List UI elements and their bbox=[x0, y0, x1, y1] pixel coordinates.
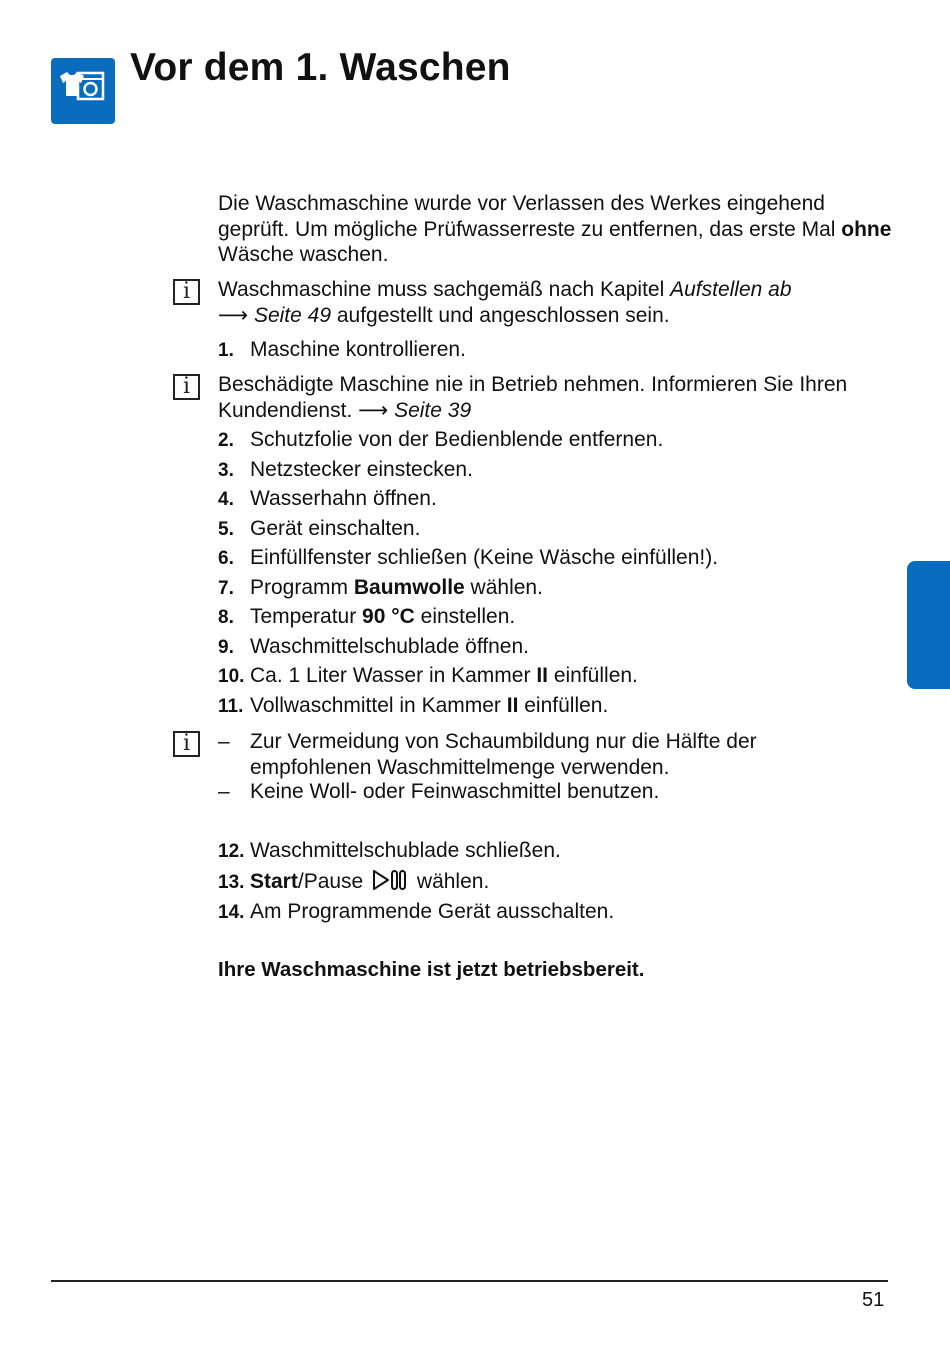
footer-divider bbox=[51, 1280, 888, 1282]
page-title: Vor dem 1. Waschen bbox=[130, 46, 511, 89]
step-text: /Pause bbox=[297, 870, 370, 893]
list-item bbox=[218, 486, 888, 513]
chapter-tab bbox=[907, 561, 950, 689]
intro-paragraph bbox=[218, 191, 898, 268]
arrow-icon: ⟶ bbox=[358, 398, 389, 422]
note-text: Keine Woll- oder Feinwaschmittel benutzen. bbox=[250, 780, 660, 803]
list-item bbox=[218, 516, 888, 543]
ready-statement: Ihre Waschmaschine ist jetzt betriebsbereit. bbox=[218, 958, 645, 981]
note-text-end: aufgestellt und angeschlossen sein. bbox=[331, 303, 670, 327]
step-number: 5. bbox=[218, 519, 234, 540]
play-pause-icon bbox=[371, 869, 409, 898]
list-item bbox=[218, 427, 888, 454]
step-text: Temperatur bbox=[250, 605, 363, 628]
step-text-end: wählen. bbox=[464, 576, 543, 599]
page-ref: Seite 39 bbox=[394, 398, 472, 422]
step-text: Gerät einschalten. bbox=[250, 517, 421, 540]
step-number: 13. bbox=[218, 872, 245, 893]
chamber-label: II bbox=[506, 694, 519, 717]
washing-machine-shirt-icon bbox=[51, 58, 115, 124]
list-item bbox=[218, 838, 888, 865]
program-name: Baumwolle bbox=[353, 576, 465, 599]
step-text: Maschine kontrollieren. bbox=[250, 338, 466, 361]
note-installation bbox=[218, 277, 888, 328]
step-text: Schutzfolie von der Bedienblende entfernen. bbox=[250, 428, 664, 451]
chamber-label: II bbox=[536, 664, 548, 687]
intro-bold: ohne bbox=[841, 217, 892, 241]
step-text: Wasserhahn öffnen. bbox=[250, 487, 437, 510]
list-item bbox=[218, 457, 888, 484]
list-item bbox=[218, 899, 888, 926]
step-text-end: einfüllen. bbox=[547, 664, 638, 687]
chapter-ref: Aufstellen ab bbox=[670, 278, 792, 301]
start-label: Start bbox=[250, 870, 298, 893]
step-number: 8. bbox=[218, 607, 234, 628]
dash-bullet: – bbox=[218, 730, 230, 753]
step-number: 12. bbox=[218, 841, 245, 862]
step-text-end: wählen. bbox=[411, 870, 490, 893]
step-text: Waschmittelschublade schließen. bbox=[250, 839, 561, 862]
list-item bbox=[218, 663, 888, 690]
step-number: 10. bbox=[218, 666, 245, 687]
step-number: 1. bbox=[218, 340, 234, 361]
info-icon: i bbox=[173, 279, 200, 305]
list-item bbox=[218, 604, 888, 631]
list-item bbox=[218, 634, 888, 661]
list-item bbox=[218, 693, 888, 720]
page-ref: Seite 49 bbox=[253, 303, 332, 327]
list-item bbox=[218, 545, 888, 572]
step-text: Netzstecker einstecken. bbox=[250, 458, 473, 481]
temperature-value: 90 °C bbox=[362, 605, 415, 628]
list-item bbox=[218, 869, 888, 898]
step-text: Einfüllfenster schließen (Keine Wäsche einfüllen!). bbox=[250, 546, 719, 569]
step-number: 2. bbox=[218, 430, 234, 451]
step-text: Am Programmende Gerät ausschalten. bbox=[250, 900, 615, 923]
step-text-end: einstellen. bbox=[414, 605, 516, 628]
step-number: 4. bbox=[218, 489, 234, 510]
logo-graphic bbox=[57, 70, 109, 110]
intro-text-end: Wäsche waschen. bbox=[218, 243, 389, 266]
intro-text: Die Waschmaschine wurde vor Verlassen des Werkes eingehend geprüft. Um mögliche Prüfwasserreste zu entfernen, das erste Mal bbox=[218, 192, 842, 241]
note-damage bbox=[218, 372, 888, 423]
step-text: Waschmittelschublade öffnen. bbox=[250, 635, 529, 658]
step-number: 7. bbox=[218, 578, 234, 599]
list-item bbox=[218, 337, 888, 364]
note-text: Beschädigte Maschine nie in Betrieb nehmen. Informieren Sie Ihren Kundendienst. bbox=[218, 373, 848, 422]
info-icon: i bbox=[173, 731, 200, 757]
dash-bullet: – bbox=[218, 780, 230, 803]
step-number: 9. bbox=[218, 637, 234, 658]
note-text: Zur Vermeidung von Schaumbildung nur die Hälfte der empfohlenen Waschmittelmenge verwenden. bbox=[250, 730, 757, 779]
step-text: Ca. 1 Liter Wasser in Kammer bbox=[250, 664, 537, 687]
step-text-end: einfüllen. bbox=[518, 694, 609, 717]
step-number: 11. bbox=[218, 696, 244, 717]
note-foam bbox=[218, 729, 888, 780]
page-number: 51 bbox=[862, 1289, 885, 1311]
step-number: 6. bbox=[218, 548, 234, 569]
step-number: 3. bbox=[218, 460, 234, 481]
note-detergent bbox=[218, 779, 888, 805]
info-icon: i bbox=[173, 374, 200, 400]
step-text: Programm bbox=[250, 576, 354, 599]
step-text: Vollwaschmittel in Kammer bbox=[250, 694, 507, 717]
list-item bbox=[218, 575, 888, 602]
arrow-icon: ⟶ bbox=[218, 303, 249, 327]
step-number: 14. bbox=[218, 902, 245, 923]
note-text: Waschmaschine muss sachgemäß nach Kapitel bbox=[218, 278, 671, 301]
